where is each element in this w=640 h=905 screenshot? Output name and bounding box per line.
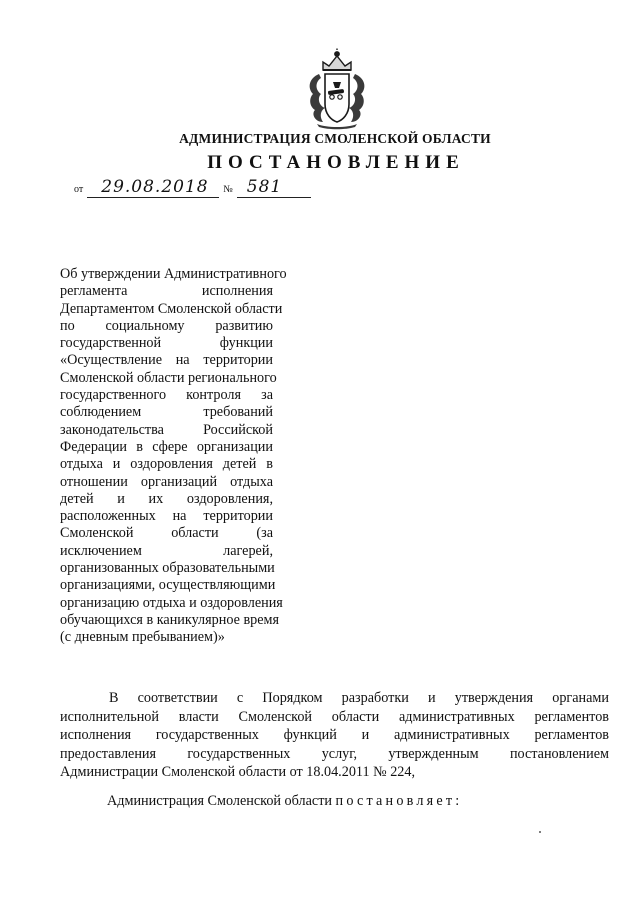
- document-type-title: ПОСТАНОВЛЕНИЕ: [207, 152, 465, 173]
- subject-line: соблюдением требований: [60, 404, 273, 421]
- subject-line: Департаментом Смоленской области: [60, 300, 283, 317]
- subject-line: государственной функции: [60, 335, 273, 352]
- number-label: №: [223, 184, 233, 195]
- scan-speck: [539, 831, 541, 833]
- resolution-subject: Администрация Смоленской области: [107, 793, 332, 809]
- subject-line: обучающихся в каникулярное время: [60, 611, 280, 628]
- subject-line: организацию отдыха и оздоровления: [60, 594, 283, 611]
- subject-line: законодательства Российской: [60, 421, 273, 438]
- preamble-paragraph: [60, 689, 609, 782]
- subject-line: организованных образовательными: [60, 560, 275, 577]
- subject-line: по социальному развитию: [60, 317, 273, 334]
- resolution-line: [107, 793, 462, 810]
- subject-line: Федерации в сфере организации: [60, 438, 273, 455]
- subject-line: исключением лагерей,: [60, 542, 273, 559]
- document-number: 581: [246, 177, 283, 197]
- subject-line: государственного контроля за: [60, 387, 273, 404]
- paragraph-line: исполнительной власти Смоленской области административных регламентов: [60, 708, 609, 725]
- resolution-verb: постановляет:: [335, 793, 463, 809]
- subject-line: организациями, осуществляющими: [60, 577, 276, 594]
- subject-line: расположенных на территории: [60, 508, 273, 525]
- subject-line: (с дневным пребыванием)»: [60, 629, 225, 646]
- subject-line: «Осуществление на территории: [60, 352, 273, 369]
- subject-line: Об утверждении Административного: [60, 266, 287, 282]
- subject-line: отношении организаций отдыха: [60, 473, 273, 490]
- subject-line: детей и их оздоровления,: [60, 490, 273, 507]
- subject-line: Смоленской области регионального: [60, 369, 277, 386]
- date-number-line: [70, 178, 311, 198]
- organization-name: АДМИНИСТРАЦИЯ СМОЛЕНСКОЙ ОБЛАСТИ: [179, 131, 491, 146]
- document-subject: [60, 266, 287, 647]
- subject-line: отдыха и оздоровления детей в: [60, 456, 273, 473]
- coat-of-arms-icon: [303, 48, 371, 130]
- paragraph-line: исполнения государственных функций и административных регламентов: [60, 727, 609, 743]
- paragraph-line: Администрации Смоленской области от 18.04.2011 № 224,: [60, 764, 416, 780]
- document-date: 29.08.2018: [101, 177, 209, 197]
- subject-line: Смоленской области (за: [60, 525, 273, 542]
- subject-line: регламента исполнения: [60, 283, 273, 300]
- date-label: от: [74, 184, 84, 195]
- paragraph-line: В соответствии с Порядком разработки и утверждения органами: [109, 690, 609, 706]
- paragraph-line: предоставления государственных услуг, утвержденным постановлением: [60, 745, 609, 762]
